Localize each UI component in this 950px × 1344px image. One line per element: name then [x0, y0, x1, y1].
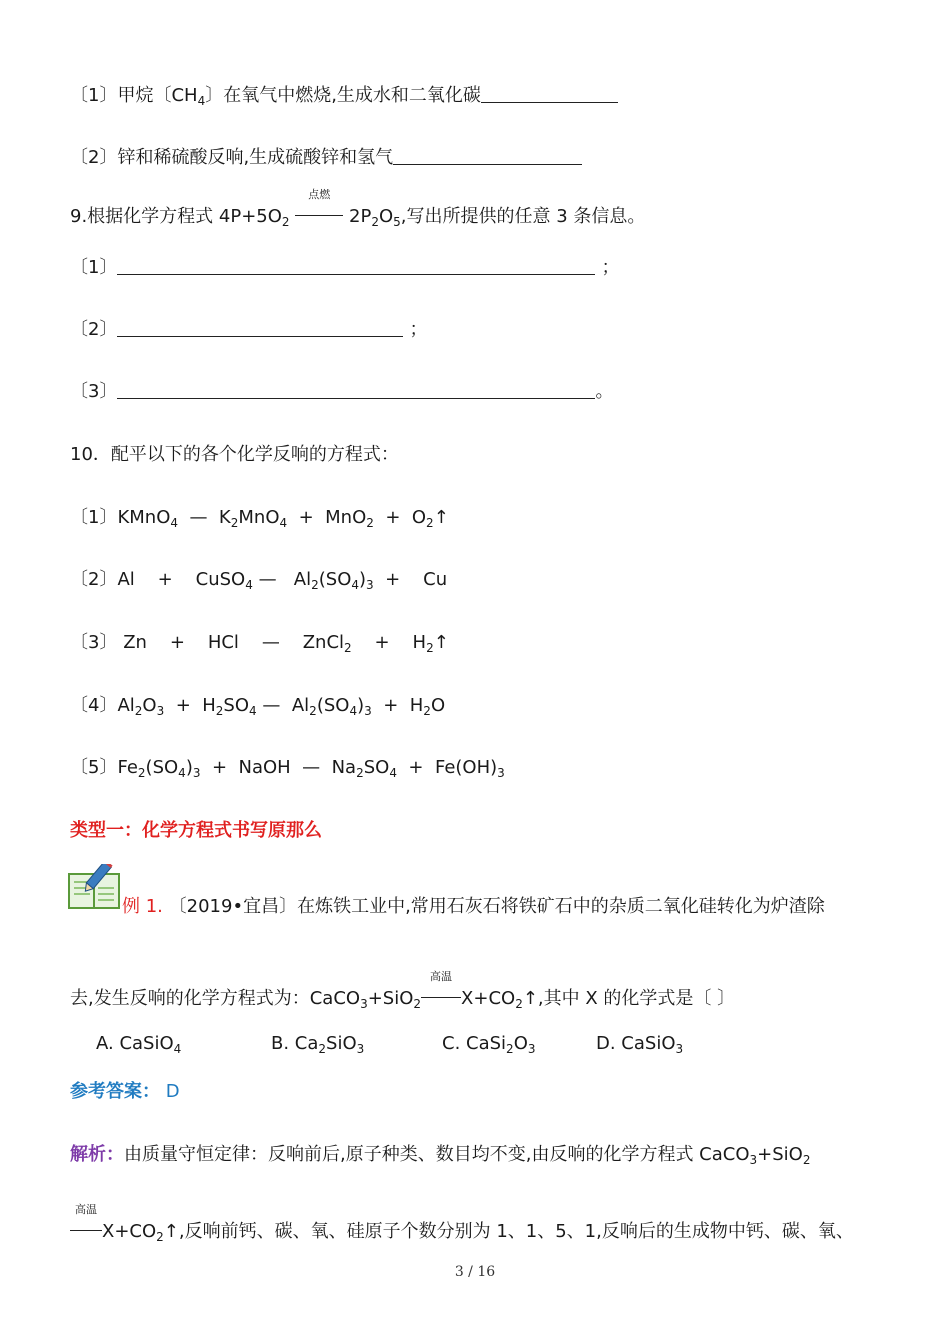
answer-blank[interactable]: [117, 318, 403, 337]
reaction-condition: 高温: [421, 987, 461, 1011]
section-title: 类型一：化学方程式书写原那么: [70, 820, 322, 841]
analysis-line-2: 高温 $X+CO_2↑$,反响前钙、碳、氧、硅原子个数分别为 1、1、5、1,反响后的生成物中钙、碳、氧、: [70, 1220, 854, 1249]
q8-item-1: 〔1〕甲烷〔$CH_4$〕在氧气中燃烧,生成水和二氧化碳: [70, 84, 618, 113]
reaction-condition: 点燃: [295, 205, 343, 229]
page-number: 3 / 16: [454, 1264, 496, 1280]
option-c[interactable]: C. $CaSi_2O_3$: [442, 1033, 536, 1056]
q9-stem: 9.根据化学方程式 $4P+5O_2$ 点燃 $2P_2O_5$,写出所提供的任意 3 条信息。: [70, 188, 646, 229]
answer-blank[interactable]: [117, 256, 595, 275]
q10-eq-5: 〔5〕$Fe_2(SO_4)_3$ + NaOH — $Na_2SO_4 + Fe(OH)_3$: [70, 757, 505, 780]
q9-item-3: 〔3〕 。: [70, 381, 614, 402]
option-d[interactable]: D. CaSiO$_3$: [596, 1033, 684, 1056]
q10-eq-1: 〔1〕KMnO$_4$ — $K_2MnO_4 + MnO_2$ + $O_2↑$: [70, 507, 449, 530]
option-a[interactable]: A. CaSiO$_4$: [96, 1033, 182, 1056]
answer-blank[interactable]: [393, 146, 582, 165]
option-b[interactable]: B. $Ca_2SiO_3$: [271, 1033, 365, 1056]
q10-stem: 10．配平以下的各个化学反响的方程式：: [70, 444, 399, 465]
reference-answer: 参考答案： D: [70, 1081, 180, 1102]
q9-item-2: 〔2〕 ；: [70, 319, 428, 340]
answer-blank[interactable]: [117, 380, 595, 399]
q9-item-1: 〔1〕 ；: [70, 257, 620, 278]
book-pencil-icon: [68, 864, 122, 912]
example-1-line-1: 例 1. 〔2019•宜昌〕在炼铁工业中,常用石灰石将铁矿石中的杂质二氧化硅转化为炉渣除: [122, 896, 825, 917]
reaction-condition: 高温: [70, 1220, 102, 1244]
q10-eq-2: 〔2〕Al + CuSO$_4$ — $Al_2(SO_4)_3$ + Cu: [70, 569, 448, 592]
example-1-line-2: 去,发生反响的化学方程式为：CaCO$_3$+SiO$_2$ 高温 $X+CO_2↑$,其中 X 的化学式是〔 〕: [70, 970, 736, 1011]
q8-item-2: 〔2〕锌和稀硫酸反响,生成硫酸锌和氢气: [70, 146, 582, 170]
analysis-line-1: 解析：由质量守恒定律：反响前后,原子种类、数目均不变,由反响的化学方程式 CaCO$_3$+SiO$_2$: [70, 1144, 811, 1167]
q10-eq-3: 〔3〕 Zn + HCl — ZnCl$_2$ + $H_2↑$: [70, 632, 449, 655]
q10-eq-4: 〔4〕$Al_2O_3 + H_2SO_4$ — $Al_2(SO_4)_3 + H_2O$: [70, 695, 446, 718]
answer-blank[interactable]: [481, 84, 618, 103]
